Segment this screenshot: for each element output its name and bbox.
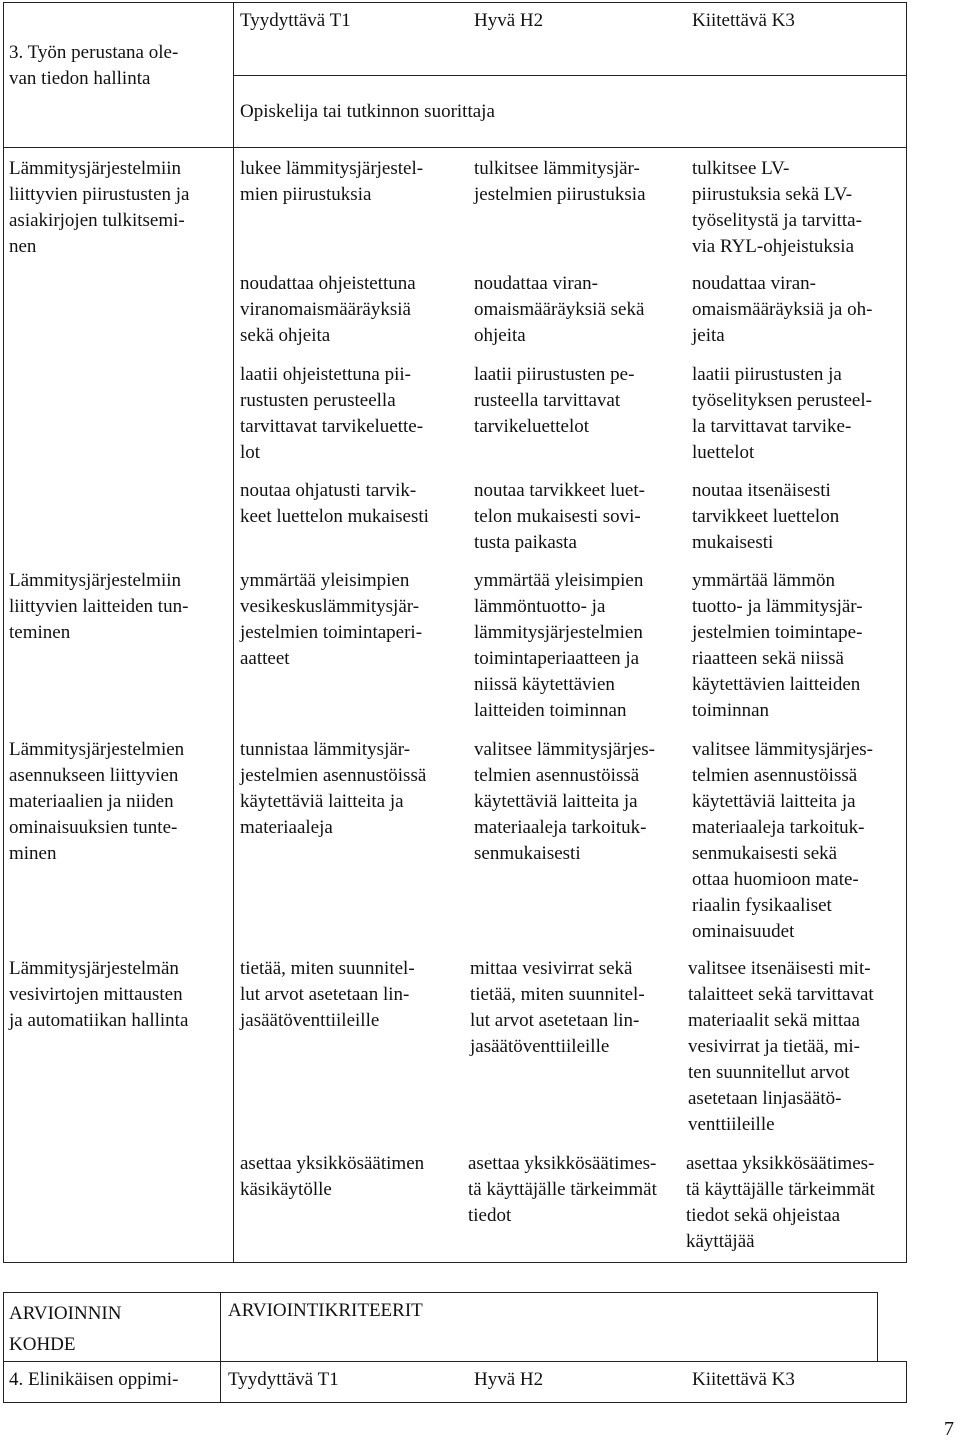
topic-cell: Lämmitysjärjestelmien asennukseen liittyvien materiaalien ja niiden ominaisuuksien tunte- minen [9, 739, 185, 864]
criteria-cell: valitsee lämmitysjärjes- telmien asennustöissä käytettäviä laitteita ja materiaaleja tarkoituk- senmukaisesti sekä ottaa huomioon mate- riaalin fysikaaliset ominaisuudet [692, 739, 873, 942]
criteria-cell: laatii ohjeistettuna pii- rustusten perusteella tarvittavat tarvikeluette- lot [240, 364, 424, 463]
level-h2-header: Hyvä H2 [474, 1369, 544, 1390]
topic-cell: Lämmitysjärjestelmiin liittyvien piirustusten ja asiakirjojen tulkitsemi- nen [9, 158, 190, 257]
level-t1-header: Tyydyttävä T1 [240, 10, 351, 31]
criteria-cell: noutaa tarvikkeet luet- telon mukaisesti sovi- tusta paikasta [474, 480, 645, 553]
criteria-cell: asettaa yksikkösäätimen käsikäytölle [240, 1153, 425, 1200]
level-k3-header: Kiitettävä K3 [692, 1369, 795, 1390]
criteria-cell: noudattaa viran- omaismääräyksiä ja oh- jeita [692, 273, 873, 346]
criteria-cell: laatii piirustusten pe- rusteella tarvittavat tarvikeluettelot [474, 364, 635, 437]
criteria-cell: ymmärtää lämmön tuotto- ja lämmitysjär- jestelmien toimintape- riaatteen sekä niissä käytettävien laitteiden toiminnan [692, 570, 863, 721]
criteria-cell: laatii piirustusten ja työselityksen perusteel- la tarvittavat tarvike- luettelot [692, 364, 872, 463]
topic-cell: Lämmitysjärjestelmän vesivirtojen mittausten ja automatiikan hallinta [9, 958, 189, 1031]
criteria-cell: valitsee itsenäisesti mit- talaitteet sekä tarvittavat materiaalit sekä mittaa vesivirrat ja tietää, mi- ten suunnitellut arvot asetetaan linjasäätö- venttiileille [688, 958, 874, 1135]
criteria-cell: noutaa ohjatusti tarvik- keet luettelon mukaisesti [240, 480, 429, 527]
topic-cell: Lämmitysjärjestelmiin liittyvien laitteiden tun- teminen [9, 570, 189, 643]
level-k3-header: Kiitettävä K3 [692, 10, 795, 31]
criteria-cell: noudattaa ohjeistettuna viranomaismääräyksiä sekä ohjeita [240, 273, 416, 346]
criteria-cell: tunnistaa lämmitysjär- jestelmien asennustöissä käytettäviä laitteita ja materiaaleja [240, 739, 427, 838]
criteria-cell: valitsee lämmitysjärjes- telmien asennustöissä käytettäviä laitteita ja materiaaleja tarkoituk- senmukaisesti [474, 739, 655, 864]
criteria-cell: noutaa itsenäisesti tarvikkeet luettelon mukaisesti [692, 480, 840, 553]
level-t1-header: Tyydyttävä T1 [228, 1369, 339, 1390]
criteria-cell: tietää, miten suunnitel- lut arvot asetetaan lin- jasäätöventtiileille [240, 958, 415, 1031]
assessment-criteria-header: ARVIOINTIKRITEERIT [228, 1300, 423, 1321]
page-number: 7 [944, 1418, 954, 1440]
section-title: 4. Elinikäisen oppimi- [9, 1369, 179, 1390]
criteria-cell: ymmärtää yleisimpien vesikeskuslämmitysjär- jestelmien toimintaperi- aatteet [240, 570, 423, 669]
criteria-cell: tulkitsee lämmitysjär- jestelmien piirustuksia [474, 158, 646, 205]
criteria-cell: noudattaa viran- omaismääräyksiä sekä ohjeita [474, 273, 645, 346]
subject-header: Opiskelija tai tutkinnon suorittaja [240, 101, 495, 122]
criteria-cell: mittaa vesivirrat sekä tietää, miten suunnitel- lut arvot asetetaan lin- jasäätöventtiileille [470, 958, 645, 1057]
criteria-cell: ymmärtää yleisimpien lämmöntuotto- ja lämmitysjärjestelmien toimintaperiaatteen ja niissä käytettävien laitteiden toiminnan [474, 570, 644, 721]
level-h2-header: Hyvä H2 [474, 10, 544, 31]
section-title: 3. Työn perustana ole- van tiedon hallinta [9, 42, 179, 89]
criteria-cell: asettaa yksikkösäätimes- tä käyttäjälle tärkeimmät tiedot sekä ohjeistaa käyttäjää [686, 1153, 875, 1252]
criteria-cell: tulkitsee LV- piirustuksia sekä LV- työselitystä ja tarvitta- via RYL-ohjeistuksia [692, 158, 862, 257]
assessment-target-header: ARVIOINNIN KOHDE [9, 1303, 122, 1355]
criteria-cell: asettaa yksikkösäätimes- tä käyttäjälle tärkeimmät tiedot [468, 1153, 657, 1226]
criteria-cell: lukee lämmitysjärjestel- mien piirustuksia [240, 158, 424, 205]
